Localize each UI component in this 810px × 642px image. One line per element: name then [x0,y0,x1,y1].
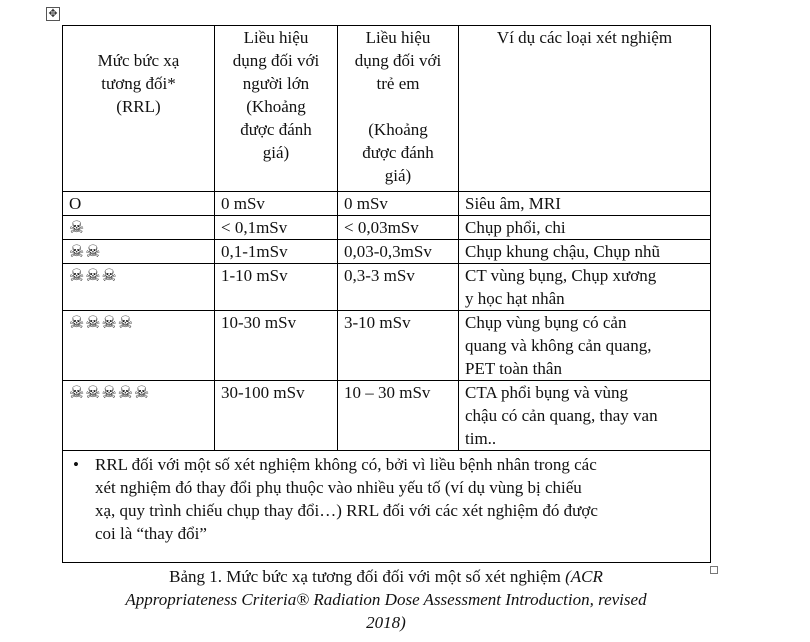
table-row [63,216,711,240]
note-bullet-item [71,453,700,545]
header-child-line: trẻ em [376,74,420,93]
header-child-dose [338,26,459,192]
examples-cell [459,240,711,264]
examples-cell [459,381,711,451]
header-child-line: được đánh [362,143,434,162]
header-examples-line: Ví dụ các loại xét nghiệm [496,28,673,47]
header-child-line: dụng đối với [354,51,442,70]
examples-line: Chụp khung chậu, Chụp nhũ [465,242,661,261]
header-examples [459,26,711,192]
header-adult-dose [215,26,338,192]
header-child-line: Liều hiệu [365,28,431,47]
child-dose-cell: 0 mSv [338,192,459,216]
examples-cell [459,192,711,216]
header-child-line: giá) [384,166,412,185]
table-note-row [63,451,711,563]
table-move-handle-icon[interactable]: ✥ [46,7,60,21]
table-row [63,264,711,311]
note-cell [63,451,711,563]
adult-dose-cell: 0,1-1mSv [215,240,338,264]
skull-crossbones-icon: ☠☠ [63,240,215,264]
table-caption [62,565,710,634]
skull-crossbones-icon: ☠☠☠ [63,264,215,311]
examples-line: y học hạt nhân [465,289,565,308]
child-dose-cell: 3-10 mSv [338,311,459,381]
adult-dose-cell: 0 mSv [215,192,338,216]
header-adult-line: Liều hiệu [243,28,309,47]
header-level-line: tương đối* [101,74,176,93]
caption-line-1 [62,565,710,588]
examples-line: chậu có cản quang, thay van [465,406,658,425]
note-line: RRL đối với một số xét nghiệm không có, bởi vì liều bệnh nhân trong các [95,455,597,474]
caption-citation: (ACR [565,567,603,586]
table-header-row [63,26,711,192]
header-adult-line: người lớn [242,74,310,93]
table-resize-handle-icon[interactable] [710,566,718,574]
radiation-level-table [62,25,711,563]
caption-line-2 [62,588,710,611]
adult-dose-cell: < 0,1mSv [215,216,338,240]
examples-line: tim.. [465,429,497,448]
table-row [63,240,711,264]
header-level-line: (RRL) [116,97,161,116]
note-line: coi là “thay đổi” [95,524,207,543]
examples-line: PET toàn thân [465,359,562,378]
header-child-line: (Khoảng [368,120,428,139]
examples-line: CT vùng bụng, Chụp xương [465,266,657,285]
level-cell: O [63,192,215,216]
caption-citation: Appropriateness Criteria® Radiation Dose Assessment Introduction, revised [125,590,647,609]
note-line: xét nghiệm đó thay đổi phụ thuộc vào nhiều yếu tố (ví dụ vùng bị chiếu [95,478,582,497]
caption-text: Bảng 1. Mức bức xạ tương đối đối với một số xét nghiệm [169,567,566,586]
adult-dose-cell: 1-10 mSv [215,264,338,311]
examples-cell [459,311,711,381]
child-dose-cell: 0,03-0,3mSv [338,240,459,264]
adult-dose-cell: 30-100 mSv [215,381,338,451]
child-dose-cell: 0,3-3 mSv [338,264,459,311]
skull-crossbones-icon: ☠ [63,216,215,240]
header-adult-line: giá) [262,143,290,162]
child-dose-cell: < 0,03mSv [338,216,459,240]
header-level-line: Mức bức xạ [97,51,180,70]
adult-dose-cell: 10-30 mSv [215,311,338,381]
note-text [95,453,700,545]
table-row [63,381,711,451]
examples-line: Chụp phổi, chi [465,218,566,237]
header-child-line [344,95,452,118]
note-line: xạ, quy trình chiếu chụp thay đổi…) RRL đối với các xét nghiệm đó được [95,501,598,520]
examples-line: Chụp vùng bụng có cản [465,313,627,332]
caption-line-3 [62,611,710,634]
examples-line: quang và không cản quang, [465,336,652,355]
header-adult-line: dụng đối với [232,51,320,70]
caption-citation: 2018) [366,613,406,632]
child-dose-cell: 10 – 30 mSv [338,381,459,451]
table-row [63,192,711,216]
table-row [63,311,711,381]
examples-cell [459,264,711,311]
examples-line: CTA phổi bụng và vùng [465,383,628,402]
skull-crossbones-icon: ☠☠☠☠ [63,311,215,381]
header-adult-line: được đánh [240,120,312,139]
skull-crossbones-icon: ☠☠☠☠☠ [63,381,215,451]
examples-cell [459,216,711,240]
examples-line: Siêu âm, MRI [465,194,561,213]
header-adult-line: (Khoảng [246,97,306,116]
bullet-icon: • [73,455,79,474]
header-level [63,26,215,192]
